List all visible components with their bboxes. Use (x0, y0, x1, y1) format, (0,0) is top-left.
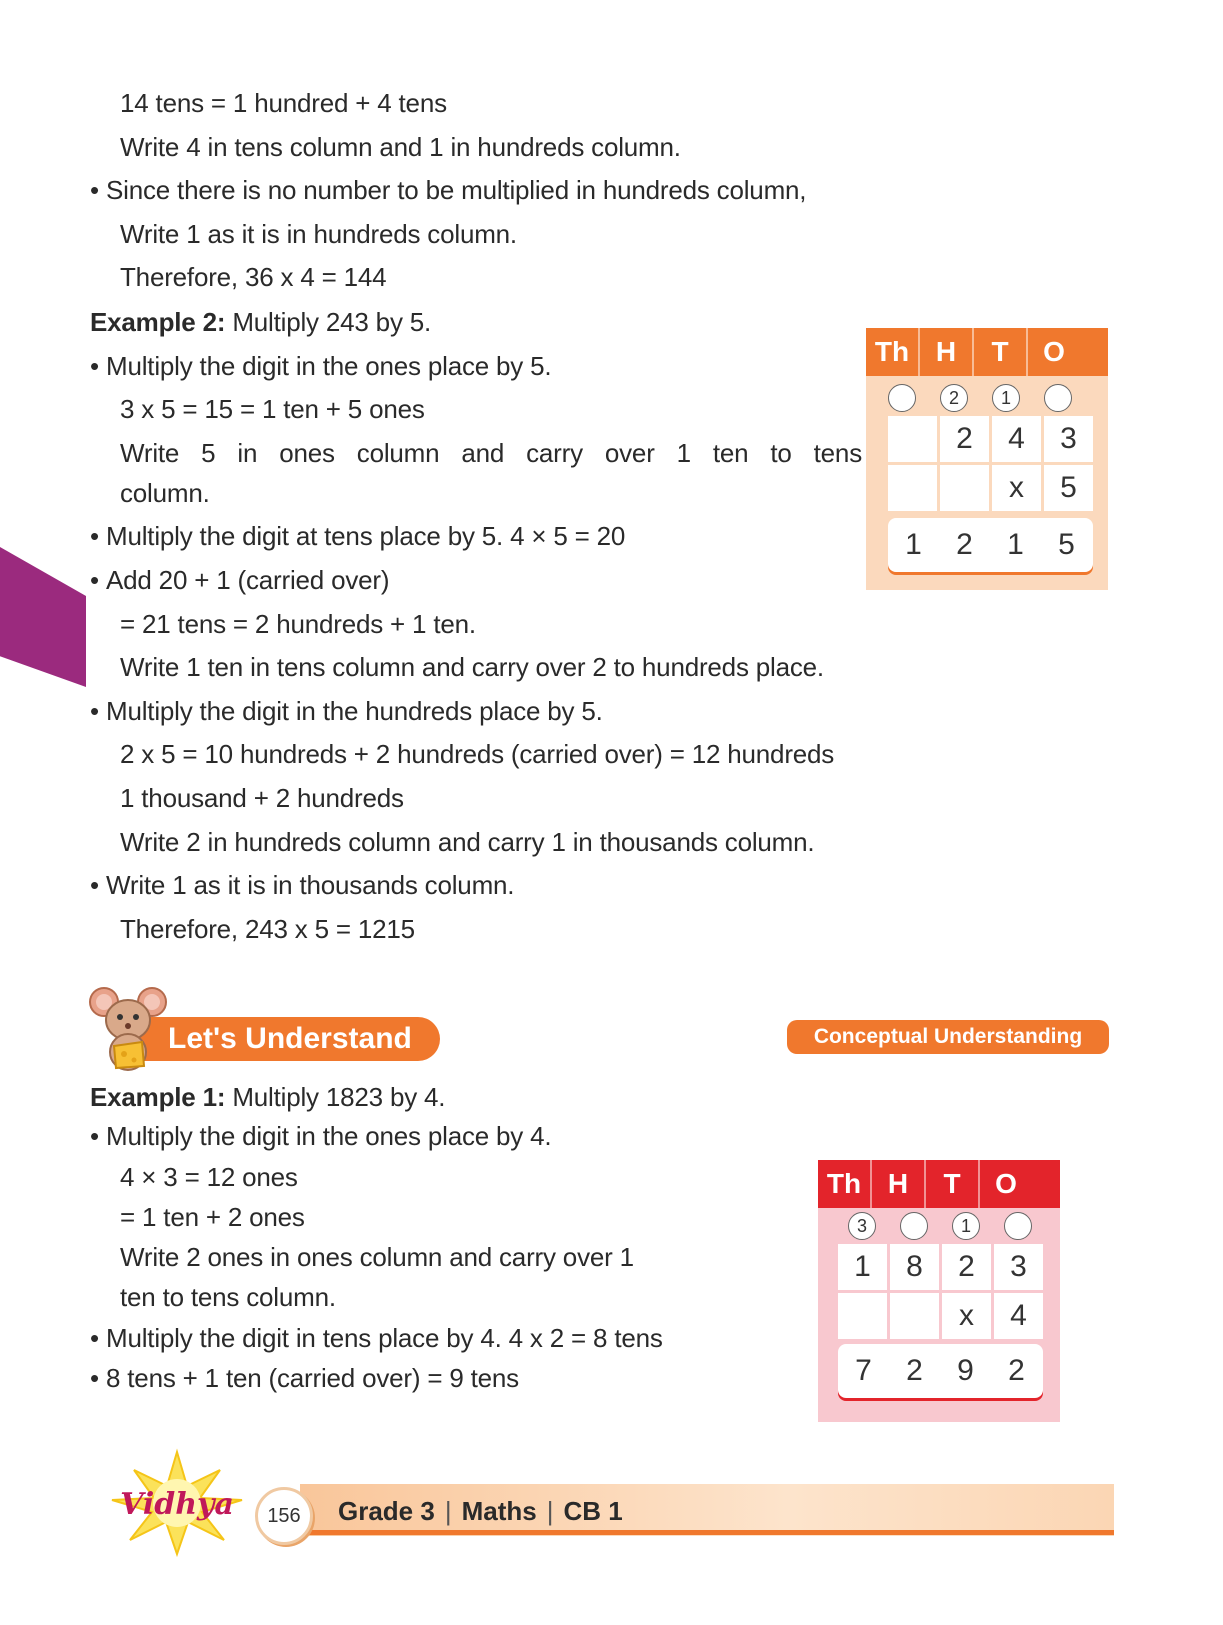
footer-book: CB 1 (563, 1496, 623, 1526)
text-line: Write 1 ten in tens column and carry over 2 to hundreds place. (120, 652, 824, 682)
digit-cell (890, 1293, 939, 1339)
text-line: 4 × 3 = 12 ones (120, 1162, 298, 1192)
column-header: O (1043, 336, 1065, 367)
carry-circle: 1 (992, 384, 1020, 412)
bullet-item: • 8 tens + 1 ten (carried over) = 9 tens (90, 1363, 519, 1393)
text-line: 3 x 5 = 15 = 1 ten + 5 ones (120, 394, 425, 424)
bullet-item: • Add 20 + 1 (carried over) (90, 565, 390, 595)
bullet-item: • Multiply the digit in the ones place by 5. (90, 351, 552, 381)
text-line: ten to tens column. (120, 1282, 336, 1312)
bullet-item: • Multiply the digit in the hundreds place by 5. (90, 696, 603, 726)
example-heading: Example 2: Multiply 243 by 5. (90, 307, 432, 337)
result-digit: 1 (1007, 528, 1024, 561)
result-digit: 9 (957, 1354, 974, 1387)
place-value-table-1 (866, 328, 1108, 590)
carry-circle (888, 384, 916, 412)
text-line: Write 1 as it is in hundreds column. (120, 219, 517, 249)
digit-cell: 3 (994, 1244, 1043, 1290)
digit-cell: 4 (992, 416, 1041, 462)
footer-text: Grade 3 | Maths | CB 1 (338, 1496, 623, 1526)
digit-cell: 8 (890, 1244, 939, 1290)
result-digit: 5 (1058, 528, 1075, 561)
digit-cell (888, 416, 937, 462)
digit-cell: 4 (994, 1293, 1043, 1339)
digit-cell: 1 (838, 1244, 887, 1290)
carry-circle: 2 (940, 384, 968, 412)
bullet-item: • Multiply the digit at tens place by 5. 4 × 5 = 20 (90, 521, 626, 551)
digit-cell: 2 (940, 416, 989, 462)
text-line: Write 4 in tens column and 1 in hundreds column. (120, 132, 681, 162)
text-line: 14 tens = 1 hundred + 4 tens (120, 88, 447, 118)
text-line: column. (120, 478, 210, 508)
text-line: 1 thousand + 2 hundreds (120, 783, 404, 813)
text-line: Therefore, 243 x 5 = 1215 (120, 914, 415, 944)
text-line: Write 5 in ones column and carry over 1 ten to tens (120, 438, 862, 468)
result-digit: 2 (956, 528, 973, 561)
text-line: Therefore, 36 x 4 = 144 (120, 262, 387, 292)
vidhya-logo-icon (92, 1448, 262, 1558)
text-line: 2 x 5 = 10 hundreds + 2 hundreds (carried over) = 12 hundreds (120, 739, 835, 769)
bullet-item: • Write 1 as it is in thousands column. (90, 870, 515, 900)
carry-circle: 3 (848, 1212, 876, 1240)
digit-cell: 3 (1044, 416, 1093, 462)
footer-subject: Maths (461, 1496, 537, 1526)
text-line: Write 2 in hundreds column and carry 1 in thousands column. (120, 827, 815, 857)
side-tab-decoration (0, 547, 86, 687)
page-number: 156 (255, 1487, 313, 1545)
bullet-item: • Multiply the digit in the ones place by 4. (90, 1121, 552, 1151)
carry-circle (1044, 384, 1072, 412)
result-digit: 2 (1008, 1354, 1025, 1387)
multiply-sign-cell: x (942, 1293, 991, 1339)
text-line: Write 2 ones in ones column and carry over 1 (120, 1242, 634, 1272)
digit-cell (838, 1293, 887, 1339)
column-header: Th (866, 328, 920, 376)
section-title: Let's Understand (130, 1017, 440, 1061)
carry-circle (900, 1212, 928, 1240)
bullet-item: • Since there is no number to be multiplied in hundreds column, (90, 175, 807, 205)
carry-circle: 1 (952, 1212, 980, 1240)
text-line: = 21 tens = 2 hundreds + 1 ten. (120, 609, 476, 639)
column-header: H (920, 328, 974, 376)
carry-circle (1004, 1212, 1032, 1240)
column-header: H (872, 1160, 926, 1208)
footer-underline (290, 1530, 1114, 1535)
svg-text:Vidhya: Vidhya (120, 1487, 234, 1522)
digit-cell: 2 (942, 1244, 991, 1290)
example-heading: Example 1: Multiply 1823 by 4. (90, 1082, 446, 1112)
column-header: T (926, 1160, 980, 1208)
column-header: T (974, 328, 1028, 376)
result-digit: 1 (905, 528, 922, 561)
column-header: O (995, 1168, 1017, 1199)
result-digit: 2 (906, 1354, 923, 1387)
digit-cell: 5 (1044, 465, 1093, 511)
bullet-item: • Multiply the digit in tens place by 4. 4 x 2 = 8 tens (90, 1323, 663, 1353)
result-row (888, 518, 1093, 572)
footer-grade: Grade 3 (338, 1496, 435, 1526)
column-header: Th (818, 1160, 872, 1208)
multiply-sign-cell: x (992, 465, 1041, 511)
section-tag: Conceptual Understanding (787, 1020, 1109, 1054)
result-digit: 7 (855, 1354, 872, 1387)
digit-cell (888, 465, 937, 511)
result-row (838, 1344, 1043, 1398)
digit-cell (940, 465, 989, 511)
text-line: = 1 ten + 2 ones (120, 1202, 305, 1232)
mouse-mascot-icon (88, 984, 168, 1074)
place-value-table-2 (818, 1160, 1060, 1422)
